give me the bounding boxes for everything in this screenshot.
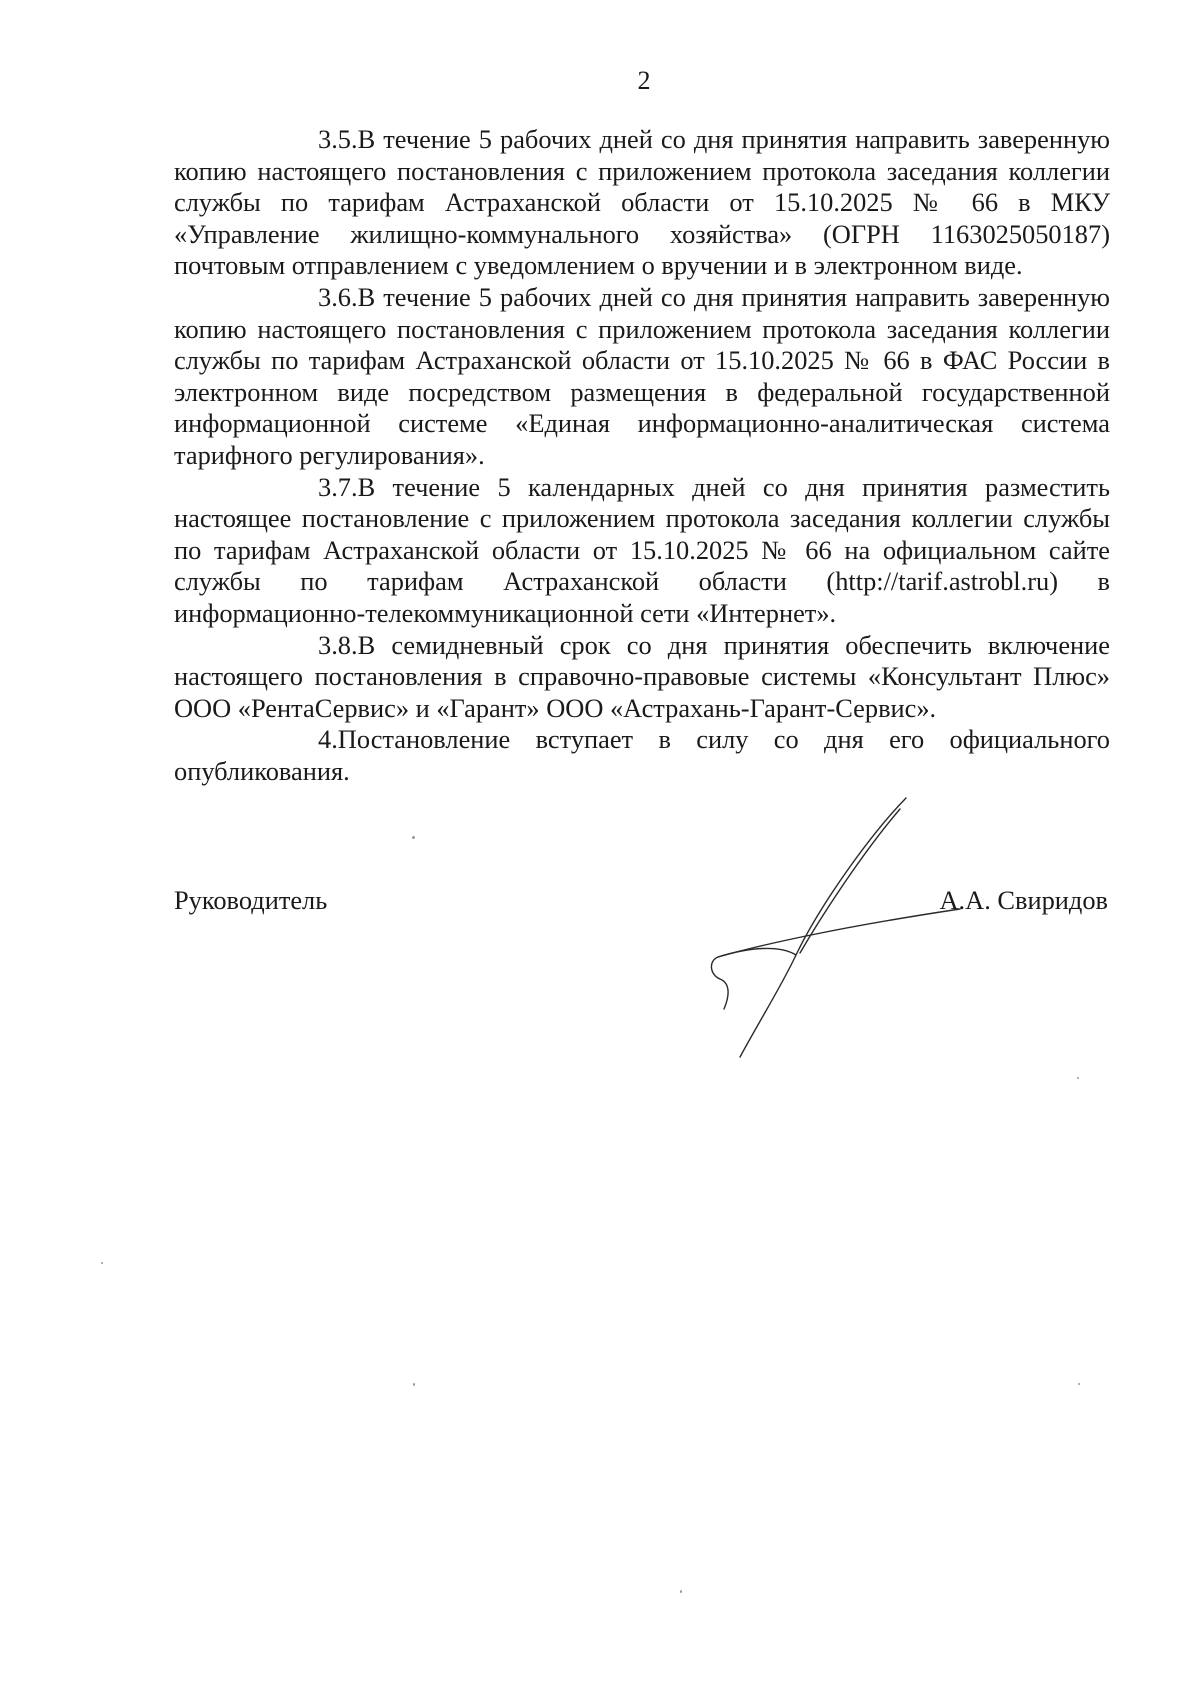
paragraph-3-8 (174, 630, 1110, 725)
scan-speck (101, 1262, 103, 1264)
paragraph-text: В семидневный срок со дня принятия обеспечить включение настоящего постановления в справочно-правовые системы «Консультант Плюс» ООО «РентаСервис» и «Гарант» ООО «Астрахань-Гарант-Сервис». (174, 629, 1110, 723)
paragraph-number: 3.5. (318, 124, 358, 154)
paragraph-text: В течение 5 рабочих дней со дня принятия направить заверенную копию настоящего постановления с приложением протокола заседания коллегии службы по тарифам Астраханской области от 15.10.2025 № 66 в ФАС России в электронном виде посредством размещения в федеральной государственной информационной системе «Единая информационно-аналитическая система тарифного регулирования». (174, 281, 1110, 470)
scan-speck (680, 1590, 682, 1593)
paragraph-text: В течение 5 календарных дней со дня принятия разместить настоящее постановление с приложением протокола заседания коллегии службы по тарифам Астраханской области от 15.10.2025 № 66 на официальном сайте службы по тарифам Астраханской области (http://tarif.astrobl.ru) в информационно-телекоммуникационной сети «Интернет». (174, 471, 1110, 628)
signatory-name: А.А. Свиридов (939, 885, 1108, 915)
paragraph-number: 4. (318, 724, 338, 755)
paragraph-number: 3.6. (318, 281, 358, 312)
scan-speck (413, 1383, 415, 1386)
paragraph-3-6 (174, 282, 1110, 472)
paragraph-text: В течение 5 рабочих дней со дня принятия направить заверенную копию настоящего постановления с приложением протокола заседания коллегии службы по тарифам Астраханской области от 15.10.2025 № 66 в МКУ «Управление жилищно-коммунального хозяйства» (ОГРН 1163025050187) почтовым отправлением с уведомлением о вручении и в электронном виде. (174, 124, 1110, 281)
scan-speck (412, 836, 415, 839)
paragraph-number: 3.7. (318, 471, 358, 502)
paragraph-3-7 (174, 472, 1110, 630)
document-body (174, 124, 1110, 787)
paragraph-4 (174, 724, 1110, 787)
page-number: 2 (637, 66, 651, 95)
handwritten-signature (700, 795, 1020, 1065)
signatory-role: Руководитель (174, 885, 328, 915)
scan-speck (1078, 1383, 1080, 1385)
paragraph-number: 3.8. (318, 629, 358, 660)
scan-speck (1077, 1077, 1079, 1079)
paragraph-text: Постановление вступает в силу со дня его официального опубликования. (174, 724, 1110, 786)
paragraph-3-5 (174, 124, 1110, 282)
